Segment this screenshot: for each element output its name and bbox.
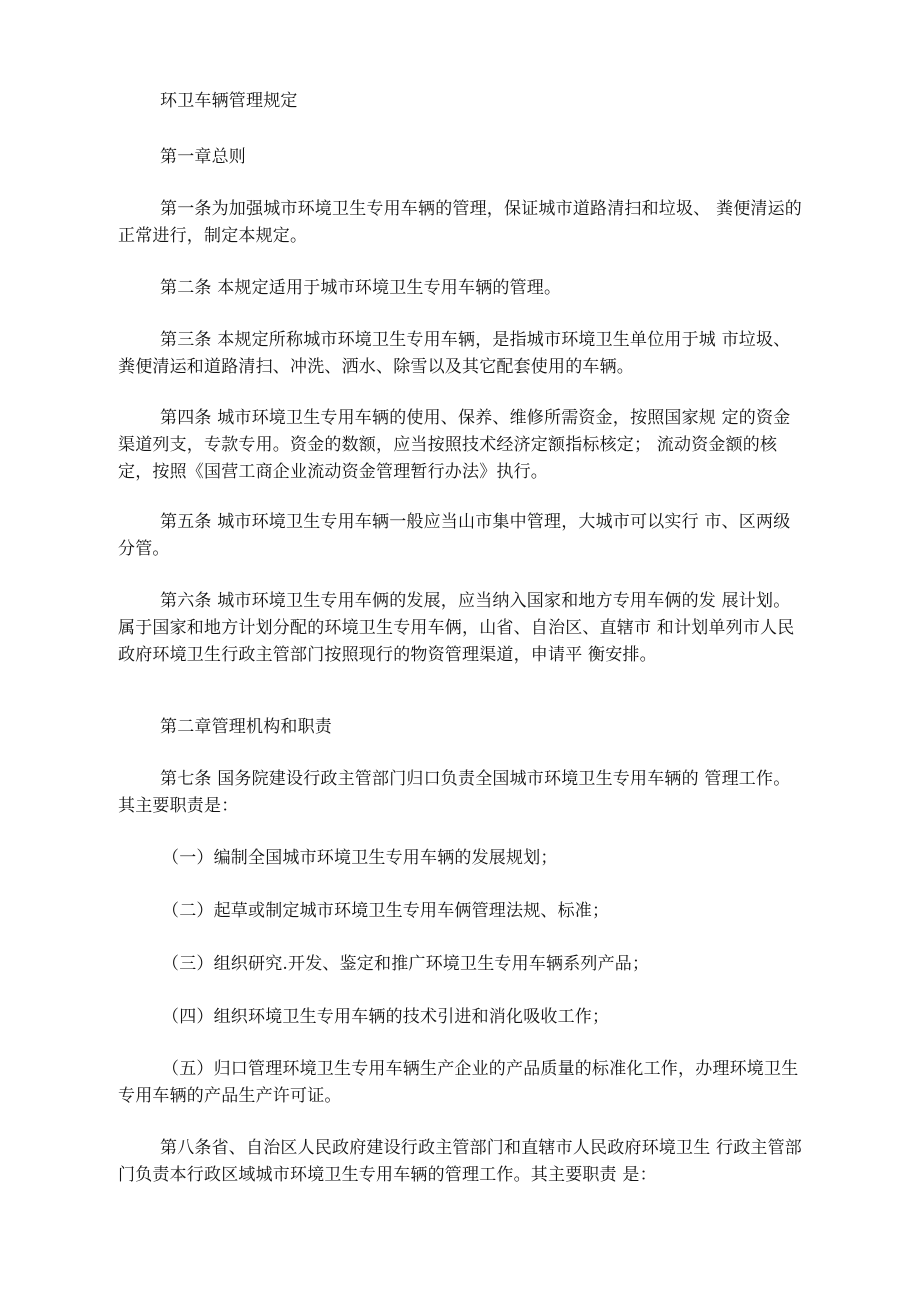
- chapter-heading: 第二章管理机构和职责: [160, 717, 332, 737]
- article-paragraph: 第八条省、自治区人民政府建设行政主管部门和直辖市人民政府环境卫生 行政主管部门负责本行政区域城市环境卫生专用车辆的管理工作。其主要职责 是：: [118, 1138, 803, 1185]
- article-paragraph: 第四条 城市环境卫生专用车辆的使用、保养、维修所需资金，按照国家规 定的资金渠道列支，专款专用。资金的数额，应当按照技术经济定额指标核定； 流动资金额的核定，按照《国营工商企业流动资金管理暂行办法》执行。: [118, 408, 791, 482]
- article-paragraph: 第三条 本规定所称城市环境卫生专用车辆，是指城市环境卫生单位用于城 市垃圾、粪便清运和道路清扫、冲洗、洒水、除雪以及其它配套使用的车辆。: [118, 330, 791, 377]
- article-paragraph: 第五条 城市环境卫生专用车辆一般应当山市集中管理，大城市可以实行 市、区两级分管。: [118, 512, 791, 559]
- list-item: （五）归口管理环境卫生专用车辆生产企业的产品质量的标准化工作，办理环境卫生专用车辆的产品生产许可证。: [118, 1059, 799, 1106]
- document-title: 环卫车辆管理规定: [160, 91, 298, 111]
- list-item: （三）组织研究.开发、鉴定和推广环境卫生专用车辆系列产品；: [162, 954, 650, 974]
- article-paragraph: 第一条为加强城市环境卫生专用车辆的管理，保证城市道路清扫和垃圾、 粪便清运的正常进行，制定本规定。: [118, 199, 803, 246]
- article-paragraph: 第七条 国务院建设行政主管部门归口负责全国城市环境卫生专用车辆的 管理工作。其主要职责是：: [118, 769, 791, 816]
- article-paragraph: 第六条 城市环境卫生专用车俩的发展，应当纳入国家和地方专用车俩的发 展计划。属于国家和地方计划分配的环境卫生专用车俩，山省、自治区、直辖市 和计划单列市人民政府环境卫生行政主管部门按照现行的物资管理渠道，申请平 衡安排。: [118, 591, 795, 665]
- article-paragraph: 第二条 本规定适用于城市环境卫生专用车辆的管理。: [160, 278, 562, 298]
- chapter-heading: 第一章总则: [160, 147, 246, 167]
- list-item: （四）组织环境卫生专用车辆的技术引进和消化吸收工作；: [162, 1007, 610, 1027]
- list-item: （一）编制全国城市环境卫生专用车辆的发展规划；: [162, 848, 558, 868]
- list-item: （二）起草或制定城市环境卫生专用车俩管理法规、标准；: [162, 901, 610, 921]
